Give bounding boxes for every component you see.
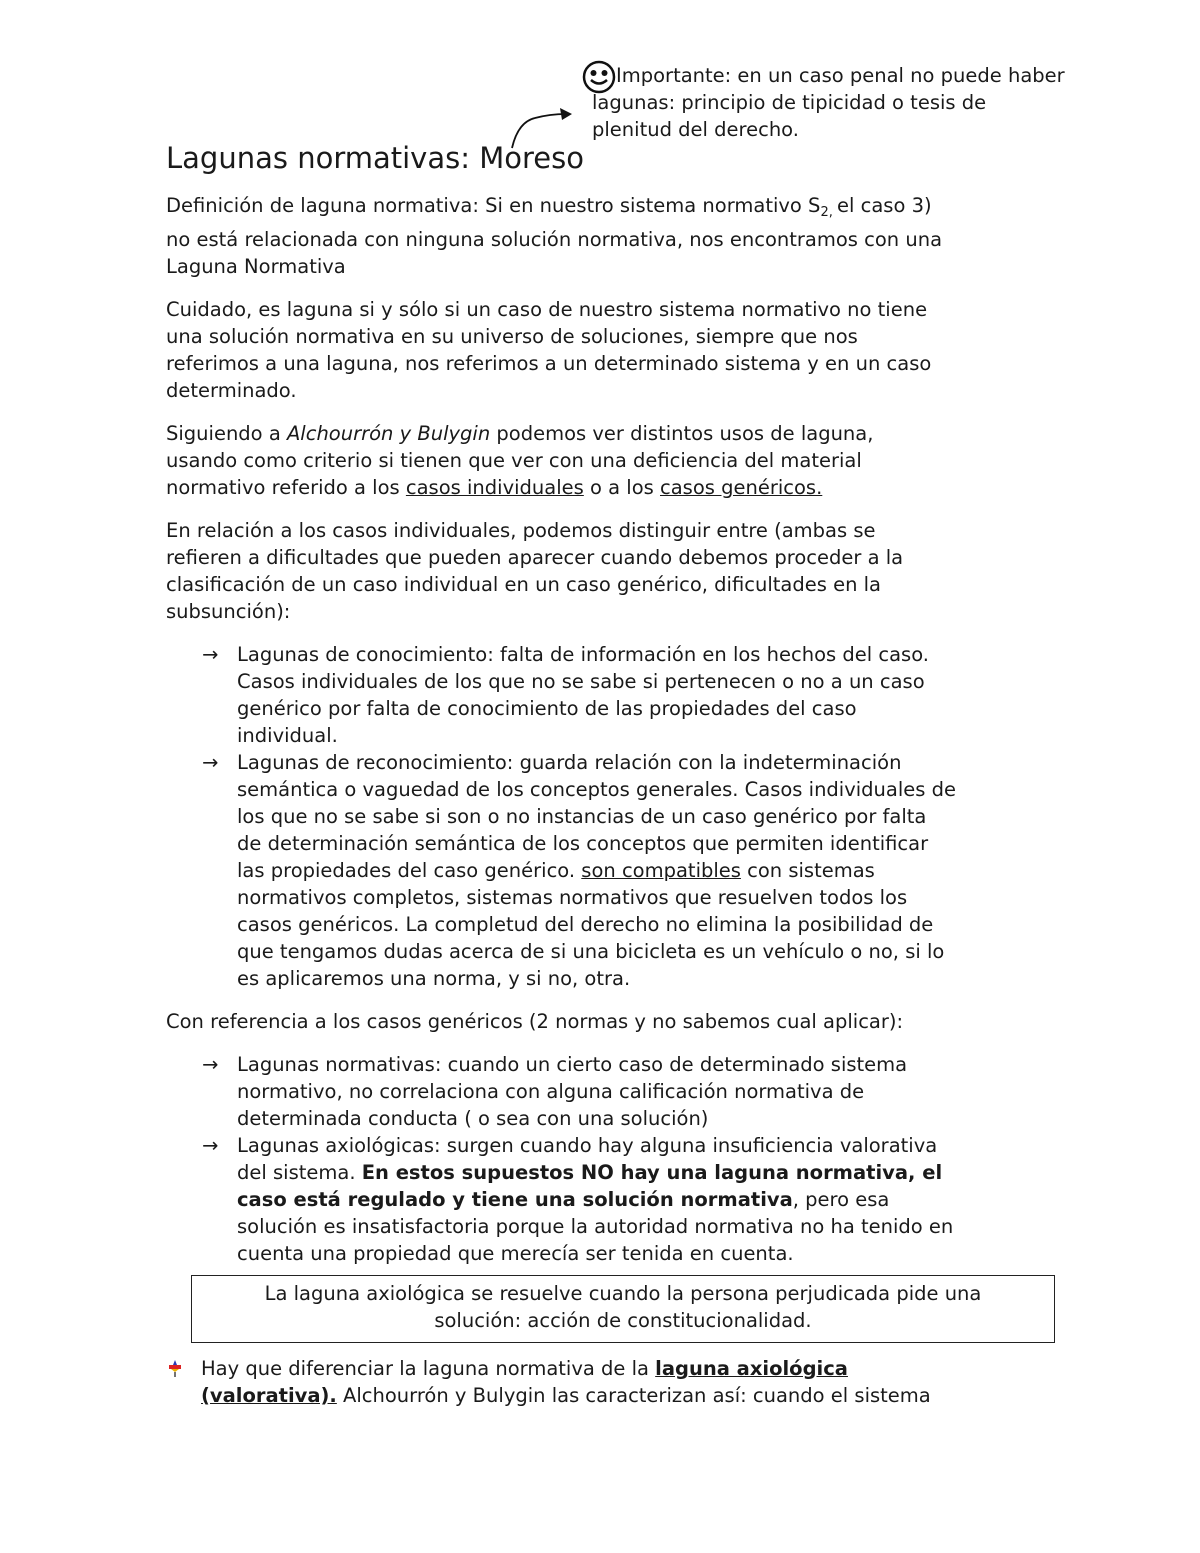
text-line: Lagunas normativas: cuando un cierto caso de determinado sistema (237, 1053, 908, 1076)
note-line: lagunas: principio de tipicidad o tesis de (592, 91, 987, 114)
text-line (166, 420, 1046, 447)
list-item (166, 641, 1046, 749)
text-line: La laguna axiológica se resuelve cuando la persona perjudicada pide una (264, 1282, 982, 1305)
text-span: o a los (583, 476, 660, 499)
paragraph-casos-genericos (166, 1008, 1046, 1035)
paragraph-alchourron (166, 420, 1046, 501)
text-span: del sistema. (237, 1161, 362, 1184)
text-line: subsunción): (166, 600, 291, 623)
italic-authors: Alchourrón y Bulygin (286, 422, 491, 445)
note-line: plenitud del derecho. (592, 118, 799, 141)
text-line: que tengamos dudas acerca de si una bicicleta es un vehículo o no, si lo (237, 940, 945, 963)
text-line: determinada conducta ( o sea con una solución) (237, 1107, 709, 1130)
text-line: los que no se sabe si son o no instancias de un caso genérico por falta (237, 805, 927, 828)
text-line: determinado. (166, 379, 297, 402)
paragraph-definition (166, 192, 1046, 280)
list-casos-individuales (166, 641, 1046, 992)
text-line (166, 192, 1046, 226)
arrow-bullet-icon: → (202, 1053, 219, 1076)
text-line (237, 857, 1046, 884)
page-title: Lagunas normativas: Moreso (166, 141, 584, 175)
text-span: podemos ver distintos usos de laguna, (490, 422, 874, 445)
text-line: normativo, no correlaciona con alguna calificación normativa de (237, 1080, 865, 1103)
text-line: no está relacionada con ninguna solución normativa, nos encontramos con una (166, 228, 943, 251)
list-item (166, 1132, 1046, 1267)
document-body (166, 138, 1046, 1409)
text-line (201, 1355, 1046, 1382)
text-line: Lagunas de conocimiento: falta de información en los hechos del caso. (237, 643, 929, 666)
text-span: Hay que diferenciar la laguna normativa de la (201, 1357, 656, 1380)
text-line: de determinación semántica de los conceptos que permiten identificar (237, 832, 929, 855)
text-line: En relación a los casos individuales, podemos distinguir entre (ambas se (166, 519, 876, 542)
text-line: refieren a dificultades que pueden aparecer cuando debemos proceder a la (166, 546, 904, 569)
paragraph-cuidado (166, 296, 1046, 404)
text-span: con sistemas (740, 859, 875, 882)
text-line: cuenta una propiedad que merecía ser tenida en cuenta. (237, 1242, 794, 1265)
bold-underlined-term: (valorativa). (201, 1384, 337, 1407)
text-line: Con referencia a los casos genéricos (2 normas y no sabemos cual aplicar): (166, 1010, 904, 1033)
arrow-bullet-icon: → (202, 643, 219, 666)
highlight-box (191, 1275, 1055, 1343)
importante-note (592, 62, 1152, 143)
text-line: es aplicaremos una norma, y si no, otra. (237, 967, 631, 990)
text-span: Siguiendo a (166, 422, 287, 445)
text-line (237, 1159, 1046, 1186)
text-line: Lagunas axiológicas: surgen cuando hay alguna insuficiencia valorativa (237, 1134, 938, 1157)
bold-text: En estos supuestos NO hay una laguna normativa, el (361, 1161, 943, 1184)
text-span: normativo referido a los (166, 476, 406, 499)
paragraph-casos-individuales (166, 517, 1046, 625)
text-line: Lagunas de reconocimiento: guarda relación con la indeterminación (237, 751, 902, 774)
text-line: usando como criterio si tienen que ver con una deficiencia del material (166, 449, 862, 472)
text-span: , pero esa (792, 1188, 890, 1211)
arrow-bullet-icon: → (202, 751, 219, 774)
arrow-bullet-icon: → (202, 1134, 219, 1157)
text-line (237, 1186, 1046, 1213)
text-line: Casos individuales de los que no se sabe si pertenecen o no a un caso (237, 670, 925, 693)
pushpin-bullet-icon (166, 1359, 184, 1377)
text-line: una solución normativa en su universo de soluciones, siempre que nos (166, 325, 858, 348)
bold-text: caso está regulado y tiene una solución normativa (237, 1188, 793, 1211)
text-line (201, 1382, 1046, 1409)
text-line: normativos completos, sistemas normativos que resuelven todos los (237, 886, 908, 909)
text-line: casos genéricos. La completud del derecho no elimina la posibilidad de (237, 913, 934, 936)
bold-underlined-term: laguna axiológica (655, 1357, 848, 1380)
underlined-term: son compatibles (581, 859, 741, 882)
text-span: Definición de laguna normativa: Si en nuestro sistema normativo S (166, 194, 821, 217)
underlined-term: casos individuales (405, 476, 584, 499)
text-span: Alchourrón y Bulygin las caracterizan así: cuando el sistema (336, 1384, 931, 1407)
text-line: individual. (237, 724, 338, 747)
text-span: el caso 3) (837, 194, 932, 217)
text-span: las propiedades del caso genérico. (237, 859, 582, 882)
underlined-term: casos genéricos. (660, 476, 823, 499)
text-line: Cuidado, es laguna si y sólo si un caso de nuestro sistema normativo no tiene (166, 298, 928, 321)
subscript: 2, (820, 205, 837, 220)
list-item (166, 1051, 1046, 1132)
note-line: Importante: en un caso penal no puede haber (616, 64, 1065, 87)
list-item (166, 749, 1046, 992)
text-line: genérico por falta de conocimiento de las propiedades del caso (237, 697, 857, 720)
text-line: referimos a una laguna, nos referimos a un determinado sistema y en un caso (166, 352, 932, 375)
text-line: Laguna Normativa (166, 255, 346, 278)
text-line: semántica o vaguedad de los conceptos generales. Casos individuales de (237, 778, 957, 801)
text-line: solución: acción de constitucionalidad. (434, 1309, 812, 1332)
text-line: clasificación de un caso individual en un caso genérico, dificultades en la (166, 573, 881, 596)
text-line: solución es insatisfactoria porque la autoridad normativa no ha tenido en (237, 1215, 954, 1238)
list-casos-genericos (166, 1051, 1046, 1267)
text-line (166, 474, 1046, 501)
list-item (166, 1355, 1046, 1409)
